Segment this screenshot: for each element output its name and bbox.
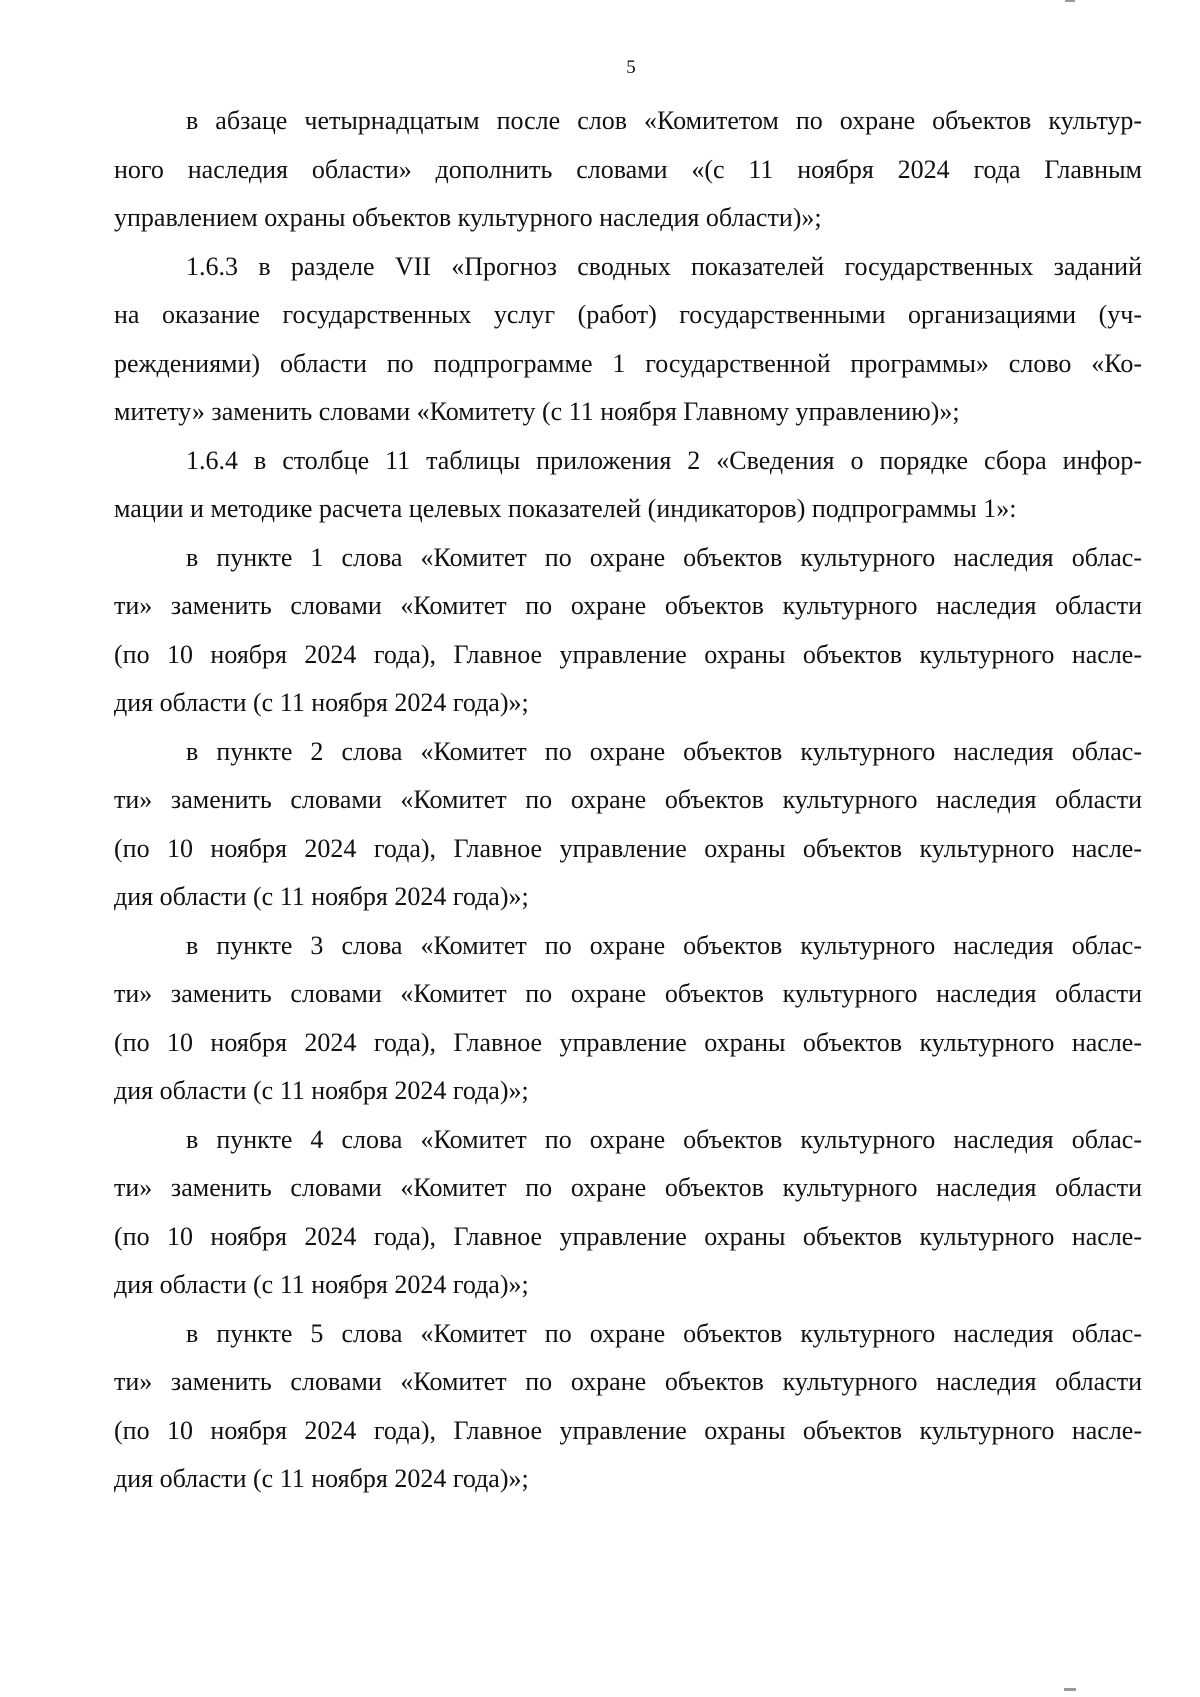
- text-line: в пункте 4 слова «Комитет по охране объектов культурного наследия облас-: [186, 1124, 1142, 1154]
- document-body: [114, 97, 1142, 1504]
- text-line: (по 10 ноября 2024 года), Главное управление охраны объектов культурного насле-: [114, 1415, 1142, 1445]
- paragraph: [114, 728, 1142, 922]
- scan-artifact-top-right: [1065, 0, 1075, 2]
- text-line: дия области (с 11 ноября 2024 года)»;: [114, 1270, 529, 1299]
- text-line: 1.6.4 в столбце 11 таблицы приложения 2 «Сведения о порядке сбора инфор-: [186, 445, 1142, 475]
- text-line: митету» заменить словами «Комитету (с 11 ноября Главному управлению)»;: [114, 397, 960, 426]
- text-line: управлением охраны объектов культурного наследия области)»;: [114, 203, 822, 232]
- text-line: в пункте 3 слова «Комитет по охране объектов культурного наследия облас-: [186, 930, 1142, 960]
- text-line: ти» заменить словами «Комитет по охране объектов культурного наследия области: [114, 1367, 1142, 1396]
- paragraph: [114, 1116, 1142, 1310]
- text-line: (по 10 ноября 2024 года), Главное управление охраны объектов культурного насле-: [114, 1027, 1142, 1057]
- text-line: ти» заменить словами «Комитет по охране объектов культурного наследия области: [114, 785, 1142, 814]
- text-line: в пункте 2 слова «Комитет по охране объектов культурного наследия облас-: [186, 736, 1142, 766]
- paragraph: [114, 1310, 1142, 1504]
- paragraph: [114, 97, 1142, 243]
- paragraph: [114, 437, 1142, 534]
- text-line: на оказание государственных услуг (работ) государственными организациями (уч-: [114, 300, 1142, 329]
- text-line: 1.6.3 в разделе VII «Прогноз сводных показателей государственных заданий: [186, 251, 1142, 281]
- page-number: 5: [626, 57, 636, 78]
- text-line: ти» заменить словами «Комитет по охране объектов культурного наследия области: [114, 1173, 1142, 1202]
- text-line: дия области (с 11 ноября 2024 года)»;: [114, 882, 529, 911]
- text-line: ти» заменить словами «Комитет по охране объектов культурного наследия области: [114, 591, 1142, 620]
- paragraph: [114, 922, 1142, 1116]
- text-line: ного наследия области» дополнить словами «(с 11 ноября 2024 года Главным: [114, 154, 1142, 184]
- paragraph: [114, 243, 1142, 437]
- text-line: в пункте 1 слова «Комитет по охране объектов культурного наследия облас-: [186, 542, 1142, 572]
- paragraph: [114, 534, 1142, 728]
- text-line: дия области (с 11 ноября 2024 года)»;: [114, 1076, 529, 1105]
- scan-artifact-bottom-right: [1064, 1688, 1076, 1691]
- text-line: реждениями) области по подпрограмме 1 государственной программы» слово «Ко-: [114, 348, 1142, 378]
- text-line: (по 10 ноября 2024 года), Главное управление охраны объектов культурного насле-: [114, 639, 1142, 669]
- text-line: в абзаце четырнадцатым после слов «Комитетом по охране объектов культур-: [186, 106, 1142, 135]
- text-line: (по 10 ноября 2024 года), Главное управление охраны объектов культурного насле-: [114, 1221, 1142, 1251]
- text-line: мации и методике расчета целевых показателей (индикаторов) подпрограммы 1»:: [114, 494, 1017, 523]
- text-line: (по 10 ноября 2024 года), Главное управление охраны объектов культурного насле-: [114, 833, 1142, 863]
- text-line: ти» заменить словами «Комитет по охране объектов культурного наследия области: [114, 979, 1142, 1008]
- text-line: дия области (с 11 ноября 2024 года)»;: [114, 688, 529, 717]
- text-line: дия области (с 11 ноября 2024 года)»;: [114, 1464, 529, 1493]
- text-line: в пункте 5 слова «Комитет по охране объектов культурного наследия облас-: [186, 1318, 1142, 1348]
